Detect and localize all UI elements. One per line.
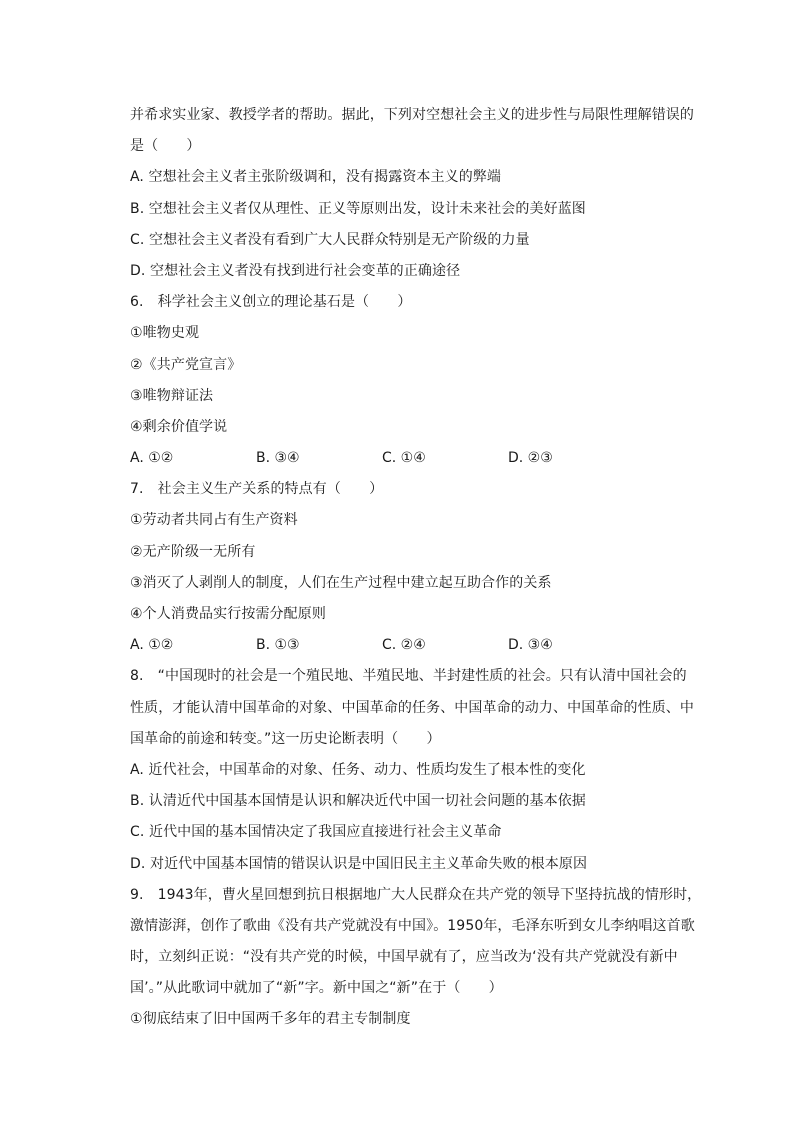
q6-option-d: D. ②③	[508, 450, 553, 467]
q7-item-2: ②无产阶级一无所有	[130, 543, 256, 560]
q8-stem-line-3: 国革命的前途和转变。”这一历史论断表明（ ）	[130, 730, 441, 747]
q5-stem-continued-2: 是（ ）	[130, 138, 201, 155]
q7-option-d: D. ③④	[508, 637, 553, 654]
q7-stem: 7. 社会主义生产关系的特点有（ ）	[130, 481, 384, 498]
q7-option-b: B. ①③	[256, 637, 300, 654]
q6-option-c: C. ①④	[382, 450, 426, 467]
q9-item-1: ①彻底结束了旧中国两千多年的君主专制制度	[130, 1011, 411, 1028]
q5-option-b: B. 空想社会主义者仅从理性、正义等原则出发，设计未来社会的美好蓝图	[130, 200, 586, 217]
q5-option-c: C. 空想社会主义者没有看到广大人民群众特别是无产阶级的力量	[130, 231, 530, 248]
q6-stem: 6. 科学社会主义创立的理论基石是（ ）	[130, 294, 412, 311]
q8-option-b: B. 认清近代中国基本国情是认识和解决近代中国一切社会问题的基本依据	[130, 793, 586, 810]
q9-stem-line-2: 激情澎湃，创作了歌曲《没有共产党就没有中国》。1950年，毛泽东听到女儿李纳唱这首歌	[130, 917, 695, 934]
q9-stem-line-1: 9. 1943年，曹火星回想到抗日根据地广大人民群众在共产党的领导下坚持抗战的情形时，	[130, 886, 702, 903]
q7-item-1: ①劳动者共同占有生产资料	[130, 512, 298, 529]
q6-item-1: ①唯物史观	[130, 325, 200, 342]
q5-stem-continued-1: 并希求实业家、教授学者的帮助。据此，下列对空想社会主义的进步性与局限性理解错误的	[130, 107, 694, 123]
q7-option-c: C. ②④	[382, 637, 426, 654]
q6-item-4: ④剩余价值学说	[130, 418, 228, 435]
q9-stem-line-4: 国’。”从此歌词中就加了“新”字。新中国之“新”在于（ ）	[130, 980, 503, 997]
q7-options	[130, 630, 695, 661]
q8-option-c: C. 近代中国的基本国情决定了我国应直接进行社会主义革命	[130, 824, 502, 841]
q6-item-2: ②《共产党宣言》	[130, 356, 242, 373]
q7-option-a: A. ①②	[130, 637, 174, 654]
q8-stem-line-1: 8. “中国现时的社会是一个殖民地、半殖民地、半封建性质的社会。只有认清中国社会的	[130, 668, 687, 685]
q6-option-b: B. ③④	[256, 450, 300, 467]
q8-option-d: D. 对近代中国基本国情的错误认识是中国旧民主主义革命失败的根本原因	[130, 855, 588, 872]
q6-option-a: A. ①②	[130, 450, 174, 467]
q6-item-3: ③唯物辩证法	[130, 387, 214, 404]
q9-stem-line-3: 时，立刻纠正说：“没有共产党的时候，中国早就有了，应当改为‘没有共产党就没有新中	[130, 949, 678, 966]
q6-options	[130, 443, 695, 474]
q5-option-a: A. 空想社会主义者主张阶级调和，没有揭露资本主义的弊端	[130, 169, 502, 186]
q8-stem-line-2: 性质，才能认清中国革命的对象、中国革命的任务、中国革命的动力、中国革命的性质、中	[130, 699, 694, 716]
q7-item-3: ③消灭了人剥削人的制度，人们在生产过程中建立起互助合作的关系	[130, 574, 552, 591]
q7-item-4: ④个人消费品实行按需分配原则	[130, 606, 326, 622]
q5-option-d: D. 空想社会主义者没有找到进行社会变革的正确途径	[130, 262, 461, 279]
q8-option-a: A. 近代社会，中国革命的对象、任务、动力、性质均发生了根本性的变化	[130, 761, 586, 778]
exam-page	[130, 100, 702, 1036]
